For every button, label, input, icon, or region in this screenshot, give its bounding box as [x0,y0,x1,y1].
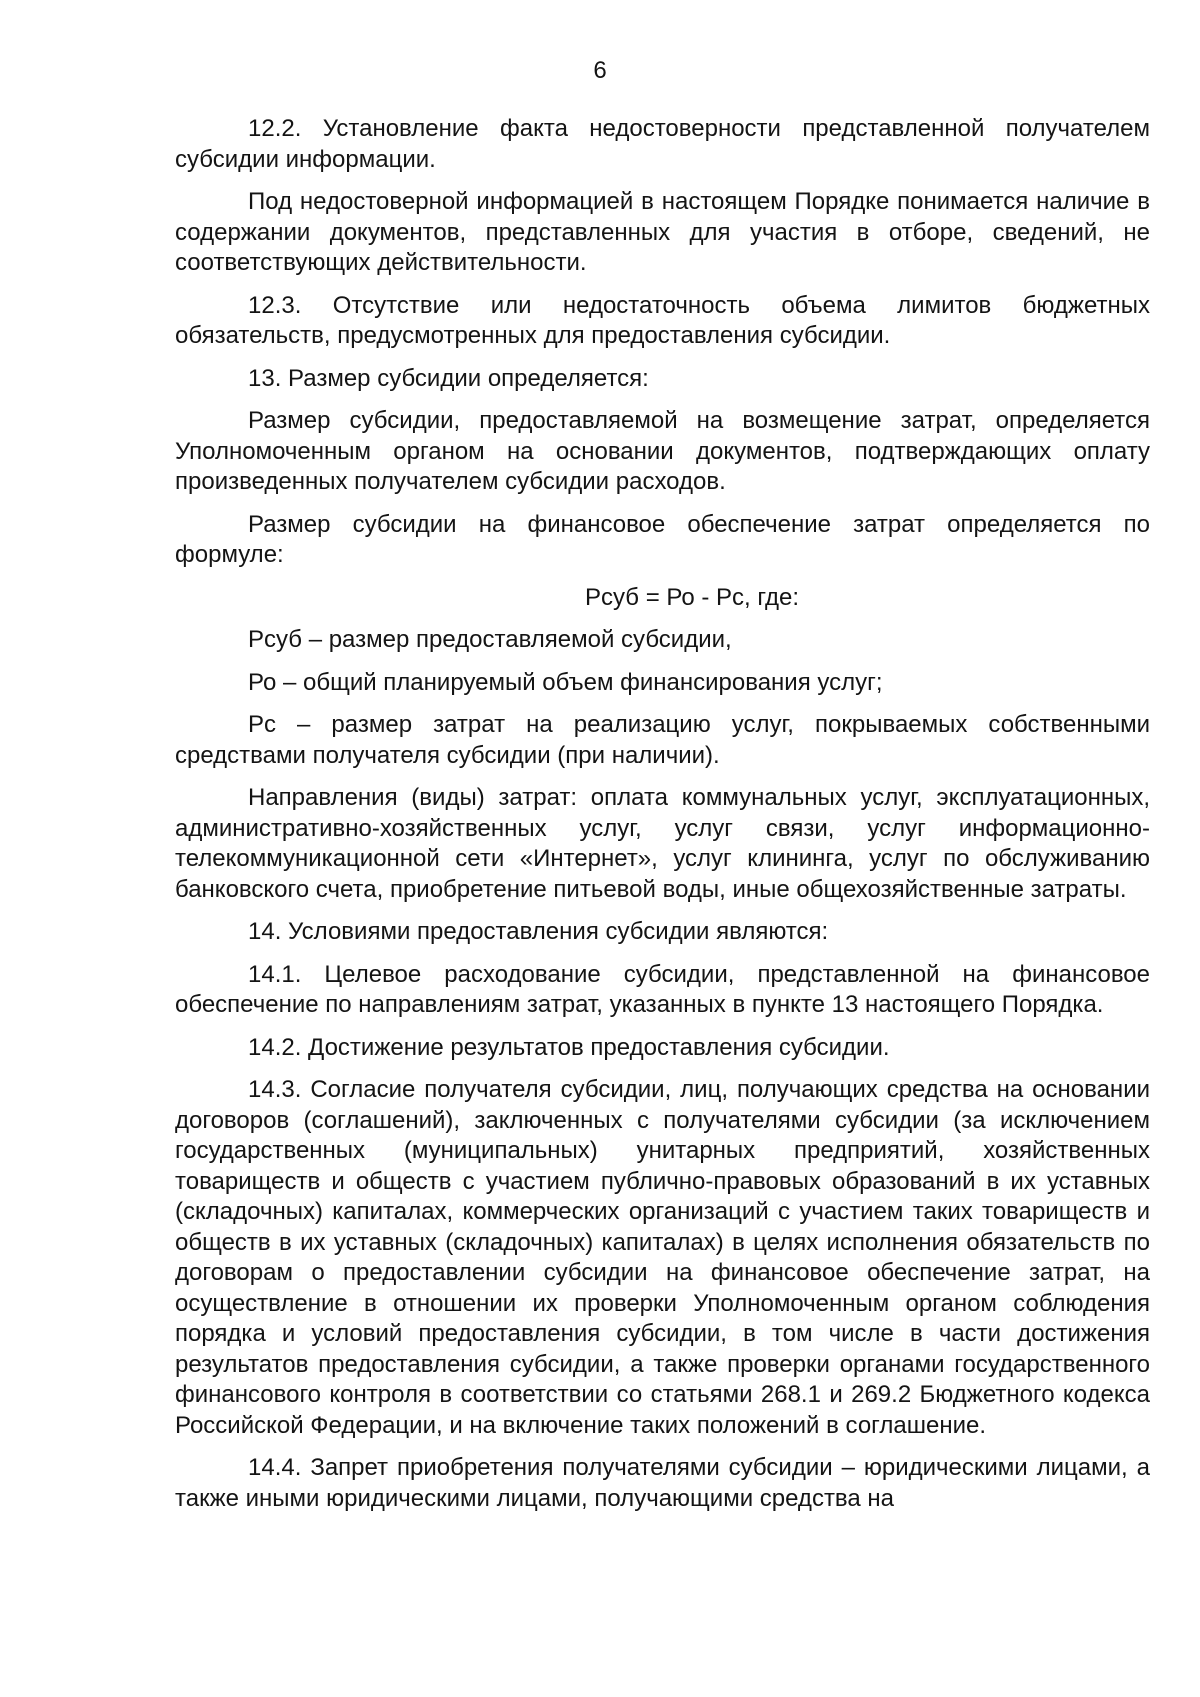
paragraph-14-4: 14.4. Запрет приобретения получателями субсидии – юридическими лицами, а также иными юридическими лицами, получающими средства на [175,1454,1150,1512]
paragraph-12-3: 12.3. Отсутствие или недостаточность объема лимитов бюджетных обязательств, предусмотренных для предоставления субсидии. [175,291,1150,349]
page-number: 6 [593,57,607,84]
paragraph-definition: Под недостоверной информацией в настоящем Порядке понимается наличие в содержании документов, представленных для участия в отборе, сведений, не соответствующих действительности. [175,188,1150,276]
paragraph-14: 14. Условиями предоставления субсидии являются: [248,918,829,945]
paragraph-formula-intro: Размер субсидии на финансовое обеспечение затрат определяется по формуле: [175,510,1150,568]
paragraph-psub-definition: Рсуб – размер предоставляемой субсидии, [248,626,732,653]
paragraph-14-1: 14.1. Целевое расходование субсидии, представленной на финансовое обеспечение по направлениям затрат, указанных в пункте 13 настоящего Порядка. [175,960,1150,1018]
paragraph-pc-definition: Рс – размер затрат на реализацию услуг, покрываемых собственными средствами получателя субсидии (при наличии). [175,711,1150,769]
paragraph-cost-directions: Направления (виды) затрат: оплата коммунальных услуг, эксплуатационных, административно-хозяйственных услуг, услуг связи, услуг информационно-телекоммуникационной сети «Интернет», услуг клининга, услуг по обслуживанию банковского счета, приобретение питьевой воды, иные общехозяйственные затраты. [175,784,1150,903]
paragraph-12-2: 12.2. Установление факта недостоверности представленной получателем субсидии информации. [175,115,1150,173]
paragraph-14-3: 14.3. Согласие получателя субсидии, лиц, получающих средства на основании договоров (соглашений), заключенных с получателями субсидии (за исключением государственных (муниципальных) унитарных предприятий, хозяйственных товариществ и обществ с участием публично-правовых образований в их уставных (складочных) капиталах, коммерческих организаций с участием таких товариществ и обществ в их уставных (складочных) капиталах) в целях исполнения обязательств по договорам о предоставлении субсидии на финансовое обеспечение затрат, на осуществление в отношении их проверки Уполномоченным органом соблюдения порядка и условий предоставления субсидии, в том числе в части достижения результатов предоставления субсидии, а также проверки органами государственного финансового контроля в соответствии со статьями 268.1 и 269.2 Бюджетного кодекса Российской Федерации, и на включение таких положений в соглашение. [175,1076,1150,1439]
paragraph-13: 13. Размер субсидии определяется: [248,364,649,392]
paragraph-po-definition: Ро – общий планируемый объем финансирования услуг; [248,668,883,696]
formula: Рсуб = Ро - Рс, где: [585,583,800,611]
document-body [175,114,1150,1514]
paragraph-14-2: 14.2. Достижение результатов предоставления субсидии. [248,1033,890,1061]
paragraph-reimbursement: Размер субсидии, предоставляемой на возмещение затрат, определяется Уполномоченным органом на основании документов, подтверждающих оплату произведенных получателем субсидии расходов. [175,407,1150,495]
